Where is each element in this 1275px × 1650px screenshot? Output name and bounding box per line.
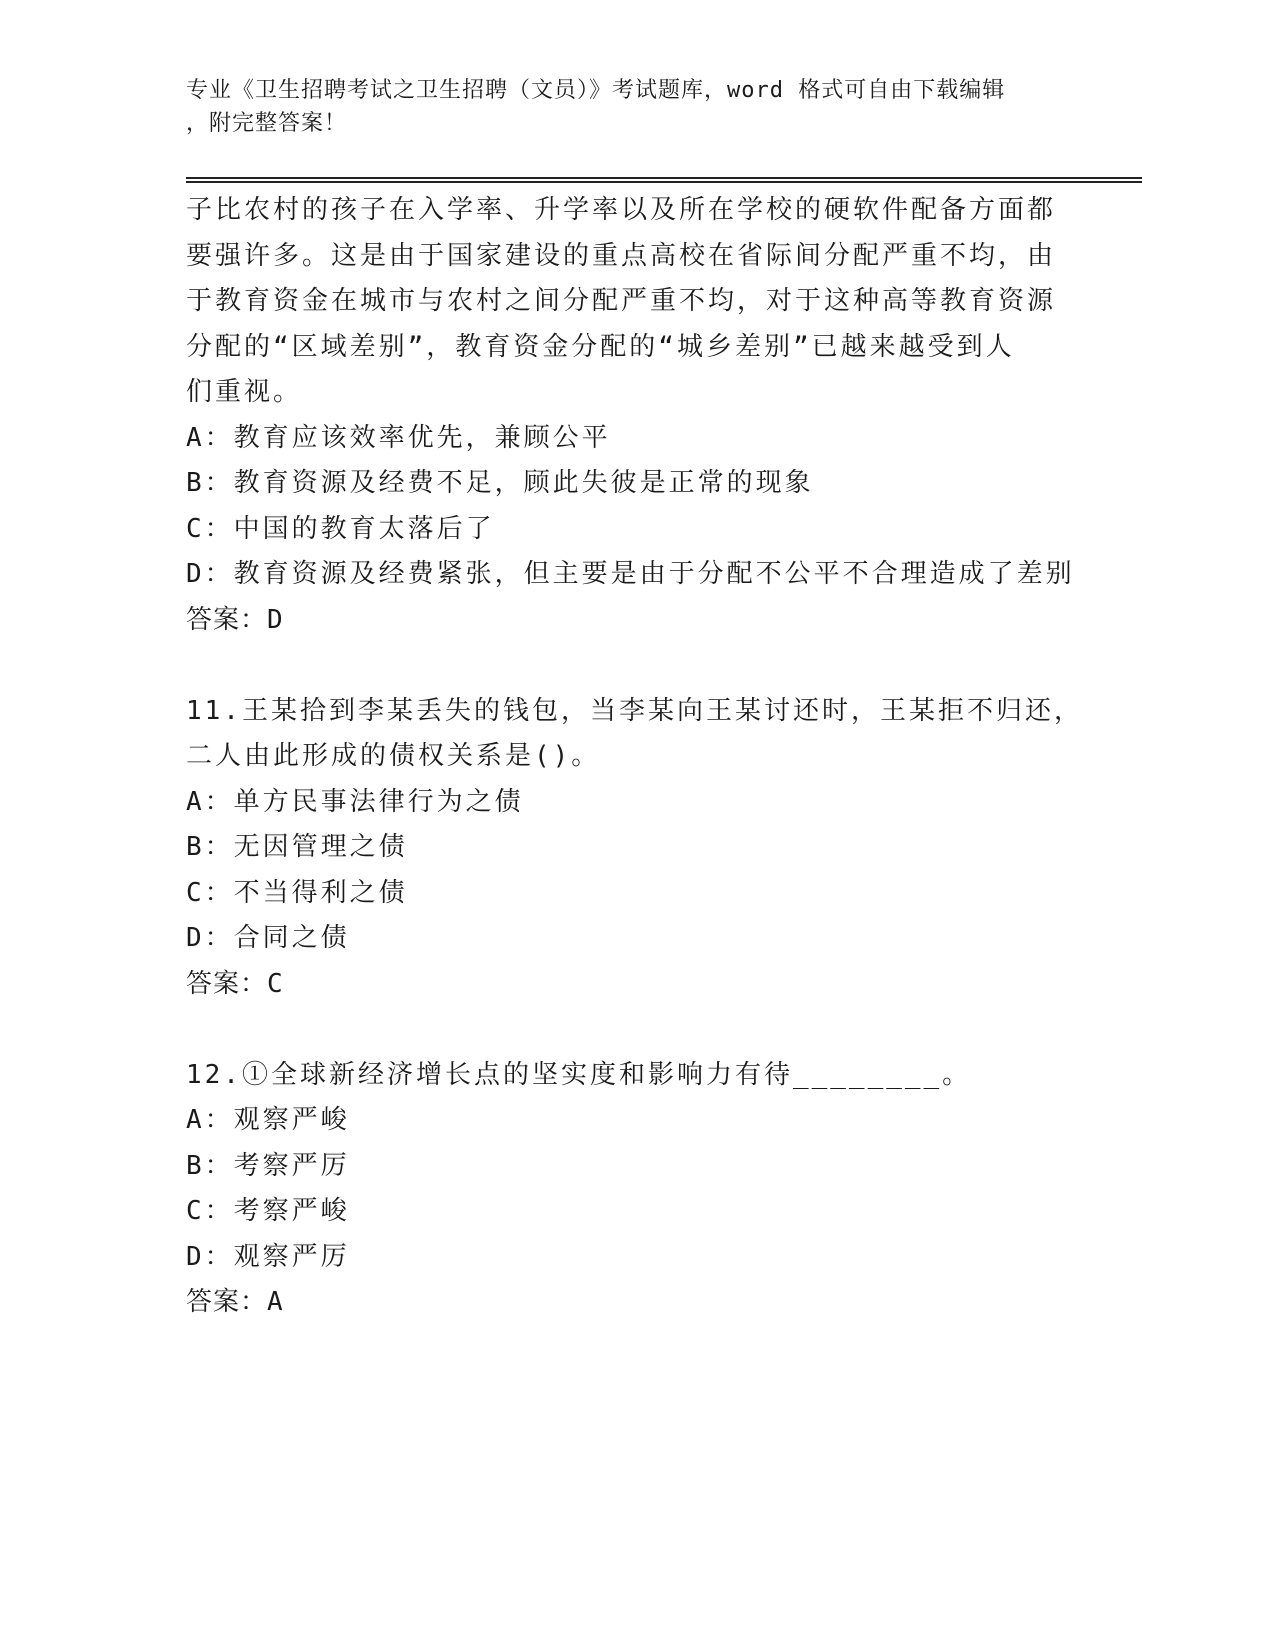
question-10-answer: 答案：D [186, 604, 284, 635]
document-header [186, 74, 1066, 140]
question-10-passage-line-2: 要强许多。这是由于国家建设的重点高校在省际间分配严重不均，由 [186, 240, 1057, 271]
question-10-option-c: C：中国的教育太落后了 [186, 513, 495, 544]
question-11-stem-line-2: 二人由此形成的债权关系是()。 [186, 741, 601, 771]
header-line-2: ，附完整答案！ [186, 111, 348, 136]
question-10-passage-line-5: 们重视。 [186, 377, 303, 407]
question-11 [186, 689, 1086, 1008]
question-11-stem-line-1: 11.王某拾到李某丢失的钱包，当李某向王某讨还时，王某拒不归还， [186, 695, 1083, 726]
question-10-option-d: D：教育资源及经费紧张，但主要是由于分配不公平不合理造成了差别 [186, 559, 1075, 589]
question-10 [186, 188, 1086, 643]
question-10-option-a: A：教育应该效率优先，兼顾公平 [186, 422, 611, 453]
question-12-answer: 答案：A [186, 1287, 284, 1317]
header-divider-bottom [186, 181, 1142, 183]
question-12-option-a: A：观察严峻 [186, 1105, 350, 1135]
question-11-option-b: B：无因管理之债 [186, 832, 408, 862]
header-line-1: 专业《卫生招聘考试之卫生招聘（文员）》考试题库，word 格式可自由下载编辑 [186, 78, 1006, 103]
question-10-option-b: B：教育资源及经费不足，顾此失彼是正常的现象 [186, 468, 814, 498]
spacer [186, 1007, 1086, 1053]
question-10-passage-line-1: 子比农村的孩子在入学率、升学率以及所在学校的硬软件配备方面都 [186, 195, 1057, 225]
question-10-passage-line-4: 分配的“区域差别”，教育资金分配的“城乡差别”已越来越受到人 [186, 331, 1015, 362]
question-12 [186, 1053, 1086, 1326]
question-11-option-d: D：合同之债 [186, 923, 350, 953]
spacer [186, 643, 1086, 689]
header-divider-top [186, 177, 1142, 179]
document-body [186, 188, 1086, 1326]
question-12-stem-line-1: 12.①全球新经济增长点的坚实度和影响力有待________。 [186, 1059, 972, 1090]
question-11-option-c: C：不当得利之债 [186, 877, 408, 908]
question-11-answer: 答案：C [186, 968, 284, 999]
question-12-option-d: D：观察严厉 [186, 1241, 350, 1272]
question-10-passage-line-3: 于教育资金在城市与农村之间分配严重不均，对于这种高等教育资源 [186, 286, 1057, 316]
question-11-option-a: A：单方民事法律行为之债 [186, 786, 524, 817]
question-12-option-b: B：考察严厉 [186, 1150, 350, 1181]
question-12-option-c: C：考察严峻 [186, 1196, 350, 1226]
